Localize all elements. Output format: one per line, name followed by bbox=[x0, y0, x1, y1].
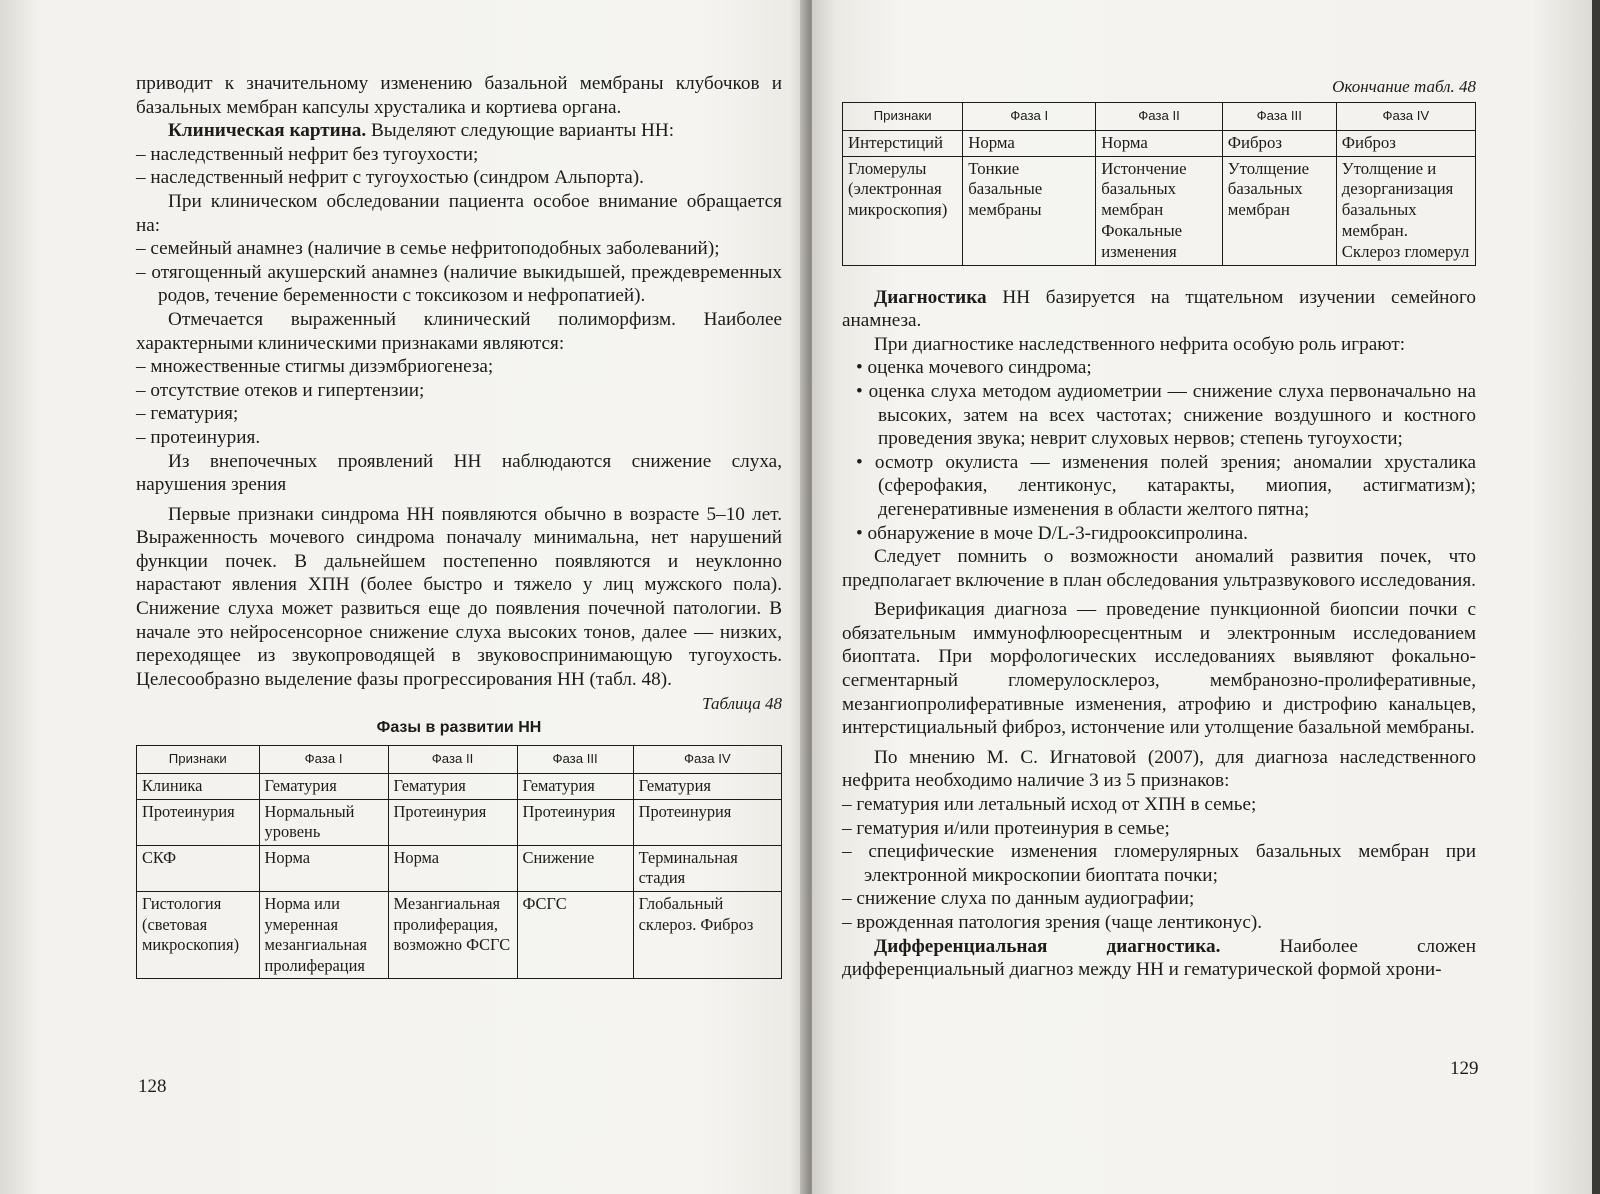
list-item: – гематурия; bbox=[136, 403, 239, 425]
table-header-cell: Фаза III bbox=[1222, 103, 1336, 131]
table-cell: Норма bbox=[1096, 130, 1223, 156]
paragraph-text: НН базируется на тщательном изучении семейного анамнеза. bbox=[842, 286, 1476, 332]
list-item: • оценка мочевого синдрома; bbox=[856, 357, 1092, 379]
table-row bbox=[137, 774, 782, 800]
table-row bbox=[137, 892, 782, 979]
table-cell: Клиника bbox=[137, 774, 260, 800]
paragraph: приводит к значительному изменению базальной мембраны клубочков и базальных мембран капсулы хрусталика и кортиева органа. bbox=[136, 73, 782, 118]
table-row bbox=[137, 845, 782, 891]
paragraph: Первые признаки синдрома НН появляются обычно в возрасте 5–10 лет. Выраженность мочевого синдрома поначалу минимальна, нет нарушений функции почек. В дальнейшем постепенно появляются и неуклонно нарастают явления ХПН (более быстро и тяжело у лиц мужского пола). Снижение слуха может развиться еще до появления почечной патологии. В начале это нейросенсорное снижение слуха высоких тонов, далее — низких, переходящее из звукопроводящей в звуковоспринимающую тугоухость. Целесообразно выделение фазы прогрессирования НН (табл. 48). bbox=[136, 503, 782, 690]
table-cell: Протеинурия bbox=[388, 799, 517, 845]
list-item: – семейный анамнез (наличие в семье нефритоподобных заболеваний); bbox=[136, 238, 720, 260]
differential-diagnosis-paragraph bbox=[842, 935, 1476, 982]
table-cell: СКФ bbox=[137, 845, 260, 891]
paragraph: При клиническом обследовании пациента особое внимание обращается на: bbox=[136, 190, 782, 236]
table-header-row bbox=[137, 746, 782, 774]
table-cell: Фиброз bbox=[1222, 130, 1336, 156]
paragraph-text: Наиболее сложен дифференциальный диагноз между НН и гематурической формой хрони- bbox=[842, 935, 1476, 981]
table-header-cell: Фаза II bbox=[1096, 103, 1223, 131]
list-item: – гематурия или летальный исход от ХПН в семье; bbox=[842, 794, 1257, 816]
table-cell: Протеинурия bbox=[633, 799, 781, 845]
heading-diagnostics: Диагностика bbox=[874, 286, 987, 308]
table-cell: Гематурия bbox=[388, 774, 517, 800]
diagnostics-paragraph bbox=[842, 286, 1476, 333]
table-header-cell: Фаза III bbox=[517, 746, 633, 774]
paragraph: Следует помнить о возможности аномалий развития почек, что предполагает включение в план обследования ультразвукового исследования. bbox=[842, 546, 1476, 591]
paragraph: По мнению М. С. Игнатовой (2007), для диагноза наследственного нефрита необходимо наличие 3 из 5 признаков: bbox=[842, 746, 1476, 792]
table-cell: Фиброз bbox=[1336, 130, 1475, 156]
table-cell: Протеинурия bbox=[517, 799, 633, 845]
table-header-cell: Фаза I bbox=[963, 103, 1096, 131]
table-cell: Протеинурия bbox=[137, 799, 260, 845]
table-cell: Гломерулы (электронная микроскопия) bbox=[843, 156, 963, 265]
table-header-cell: Признаки bbox=[843, 103, 963, 131]
paragraph: При диагностике наследственного нефрита особую роль играют: bbox=[874, 333, 1406, 355]
table-cell: Тонкие базальные мембраны bbox=[963, 156, 1096, 265]
table-cell: Норма или умеренная мезангиальная пролиферация bbox=[259, 892, 388, 979]
table-cell: Гематурия bbox=[517, 774, 633, 800]
list-item: – снижение слуха по данным аудиографии; bbox=[842, 888, 1195, 910]
page-right bbox=[812, 0, 1600, 1194]
paragraph: Верификация диагноза — проведение пункционной биопсии почки с обязательным иммунофлюоресцентным и электронным исследованием биоптата. При морфологических исследованиях выявляют фокально-сегментарный гломерулосклероз, мембранозно-пролиферативные, мезангиопролиферативные изменения, атрофию и дистрофию канальцев, интерстициальный фиброз, истончение или утолщение базальной мембраны. bbox=[842, 599, 1476, 739]
table-cell: Утолщение базальных мембран bbox=[1222, 156, 1336, 265]
list-item: – отсутствие отеков и гипертензии; bbox=[136, 379, 425, 401]
table-cell: Гематурия bbox=[259, 774, 388, 800]
heading-clinical-picture: Клиническая картина. bbox=[168, 120, 367, 142]
table-row bbox=[843, 156, 1476, 265]
list-item: – наследственный нефрит с тугоухостью (синдром Альпорта). bbox=[136, 167, 644, 189]
list-item: • обнаружение в моче D/L-3-гидрооксипролина. bbox=[856, 522, 1248, 544]
heading-differential-diagnosis: Дифференциальная диагностика. bbox=[874, 935, 1221, 957]
list-item: – отягощенный акушерский анамнез (наличие выкидышей, преждевременных родов, течение беременности с токсикозом и нефропатией). bbox=[136, 261, 782, 307]
table-cell: ФСГС bbox=[517, 892, 633, 979]
table-header-cell: Фаза IV bbox=[633, 746, 781, 774]
phases-table-continued bbox=[842, 102, 1476, 266]
table-cell: Истончение базальных мембран Фокальные изменения bbox=[1096, 156, 1223, 265]
table-header-cell: Признаки bbox=[137, 746, 260, 774]
table-header-cell: Фаза I bbox=[259, 746, 388, 774]
clinical-picture-paragraph bbox=[136, 119, 782, 143]
paragraph: Из внепочечных проявлений НН наблюдаются снижение слуха, нарушения зрения bbox=[136, 450, 782, 496]
table-row bbox=[137, 799, 782, 845]
table-cell: Гистология (световая микроскопия) bbox=[137, 892, 260, 979]
table-title: Фазы в развитии НН bbox=[376, 719, 542, 737]
phases-table bbox=[136, 745, 782, 979]
list-item: – гематурия и/или протеинурия в семье; bbox=[842, 817, 1170, 839]
list-item: – наследственный нефрит без тугоухости; bbox=[136, 143, 479, 165]
table-cell: Норма bbox=[388, 845, 517, 891]
list-item: – специфические изменения гломерулярных базальных мембран при электронной микроскопии биоптата почки; bbox=[842, 841, 1476, 886]
left-text-column bbox=[136, 72, 782, 979]
paragraph: Отмечается выраженный клинический полиморфизм. Наиболее характерными клиническими признаками являются: bbox=[136, 308, 782, 354]
list-item: – врожденная патология зрения (чаще лентиконус). bbox=[842, 912, 1263, 934]
table-cell: Снижение bbox=[517, 845, 633, 891]
table-cell: Нормальный уровень bbox=[259, 799, 388, 845]
list-item: – протеинурия. bbox=[136, 426, 261, 448]
list-item: – множественные стигмы дизэмбриогенеза; bbox=[136, 356, 494, 378]
table-cell: Норма bbox=[259, 845, 388, 891]
right-text-column bbox=[842, 74, 1476, 982]
table-header-row bbox=[843, 103, 1476, 131]
page-number: 128 bbox=[138, 1076, 167, 1097]
list-item: • оценка слуха методом аудиометрии — снижение слуха первоначально на высоких, затем на всех частотах; снижение воздушного и костного проведения звука; неврит слуховых нервов; степень тугоухости; bbox=[856, 380, 1476, 450]
table-cell: Гематурия bbox=[633, 774, 781, 800]
book-edge-right bbox=[1592, 0, 1600, 1194]
page-number: 129 bbox=[1450, 1058, 1479, 1079]
table-caption: Окончание табл. 48 bbox=[1332, 77, 1476, 96]
table-cell: Терминальная стадия bbox=[633, 845, 781, 891]
table-header-cell: Фаза II bbox=[388, 746, 517, 774]
table-cell: Глобальный склероз. Фиброз bbox=[633, 892, 781, 979]
table-cell: Интерстиций bbox=[843, 130, 963, 156]
table-cell: Утолщение и дезорганизация базальных мембран. Склероз гломерул bbox=[1336, 156, 1475, 265]
table-caption: Таблица 48 bbox=[702, 694, 782, 714]
table-header-cell: Фаза IV bbox=[1336, 103, 1475, 131]
paragraph-text: Выделяют следующие варианты НН: bbox=[366, 120, 675, 142]
table-row bbox=[843, 130, 1476, 156]
table-cell: Норма bbox=[963, 130, 1096, 156]
table-cell: Мезангиальная пролиферация, возможно ФСГС bbox=[388, 892, 517, 979]
list-item: • осмотр окулиста — изменения полей зрения; аномалии хрусталика (сферофакия, лентиконус, катаракты, миопия, астигматизм); дегенеративные изменения в области желтого пятна; bbox=[856, 451, 1476, 520]
